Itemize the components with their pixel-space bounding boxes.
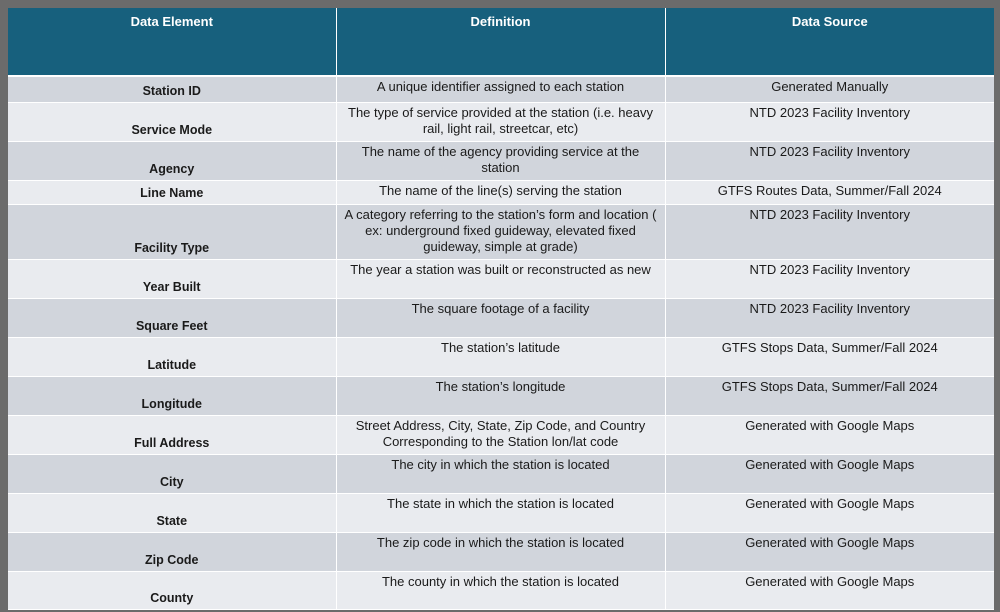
table-row <box>8 180 994 204</box>
row-definition: The type of service provided at the station (i.e. heavy rail, light rail, streetcar, etc) <box>336 102 665 141</box>
table-row <box>8 532 994 571</box>
row-source: NTD 2023 Facility Inventory <box>665 204 994 259</box>
data-dictionary-table <box>8 8 994 610</box>
header-data-source: Data Source <box>665 8 994 76</box>
row-definition: A unique identifier assigned to each station <box>336 76 665 102</box>
header-data-element: Data Element <box>8 8 336 76</box>
row-element: Zip Code <box>8 532 336 571</box>
table-row <box>8 376 994 415</box>
row-source: NTD 2023 Facility Inventory <box>665 259 994 298</box>
row-definition: The name of the agency providing service at the station <box>336 141 665 180</box>
table-row <box>8 204 994 259</box>
table-row <box>8 76 994 102</box>
row-source: Generated with Google Maps <box>665 415 994 454</box>
table-row <box>8 298 994 337</box>
table-row <box>8 415 994 454</box>
row-source: Generated with Google Maps <box>665 493 994 532</box>
row-source: Generated Manually <box>665 76 994 102</box>
row-definition: The state in which the station is located <box>336 493 665 532</box>
row-definition: The zip code in which the station is located <box>336 532 665 571</box>
row-definition: The year a station was built or reconstructed as new <box>336 259 665 298</box>
row-source: GTFS Stops Data, Summer/Fall 2024 <box>665 376 994 415</box>
table-row <box>8 571 994 609</box>
table-row <box>8 454 994 493</box>
table-row <box>8 337 994 376</box>
row-definition: The county in which the station is located <box>336 571 665 609</box>
table-row <box>8 259 994 298</box>
row-element: Year Built <box>8 259 336 298</box>
row-element: Latitude <box>8 337 336 376</box>
row-element: Square Feet <box>8 298 336 337</box>
header-definition: Definition <box>336 8 665 76</box>
row-element: Longitude <box>8 376 336 415</box>
row-element: Service Mode <box>8 102 336 141</box>
row-definition: The name of the line(s) serving the station <box>336 180 665 204</box>
row-element: State <box>8 493 336 532</box>
row-source: NTD 2023 Facility Inventory <box>665 102 994 141</box>
table-row <box>8 493 994 532</box>
row-element: Agency <box>8 141 336 180</box>
table-row <box>8 102 994 141</box>
row-source: NTD 2023 Facility Inventory <box>665 298 994 337</box>
row-element: Facility Type <box>8 204 336 259</box>
header-row <box>8 8 994 76</box>
row-source: NTD 2023 Facility Inventory <box>665 141 994 180</box>
row-definition: The square footage of a facility <box>336 298 665 337</box>
row-element: Full Address <box>8 415 336 454</box>
row-element: City <box>8 454 336 493</box>
row-element: Station ID <box>8 76 336 102</box>
row-element: Line Name <box>8 180 336 204</box>
row-definition: Street Address, City, State, Zip Code, and Country Corresponding to the Station lon/lat code <box>336 415 665 454</box>
row-definition: The city in which the station is located <box>336 454 665 493</box>
row-definition: The station’s longitude <box>336 376 665 415</box>
row-source: Generated with Google Maps <box>665 571 994 609</box>
table-row <box>8 141 994 180</box>
row-source: Generated with Google Maps <box>665 454 994 493</box>
row-element: County <box>8 571 336 609</box>
row-source: GTFS Routes Data, Summer/Fall 2024 <box>665 180 994 204</box>
row-definition: The station’s latitude <box>336 337 665 376</box>
row-source: Generated with Google Maps <box>665 532 994 571</box>
row-source: GTFS Stops Data, Summer/Fall 2024 <box>665 337 994 376</box>
row-definition: A category referring to the station’s form and location ( ex: underground fixed guideway, elevated fixed guideway, simple at grade) <box>336 204 665 259</box>
